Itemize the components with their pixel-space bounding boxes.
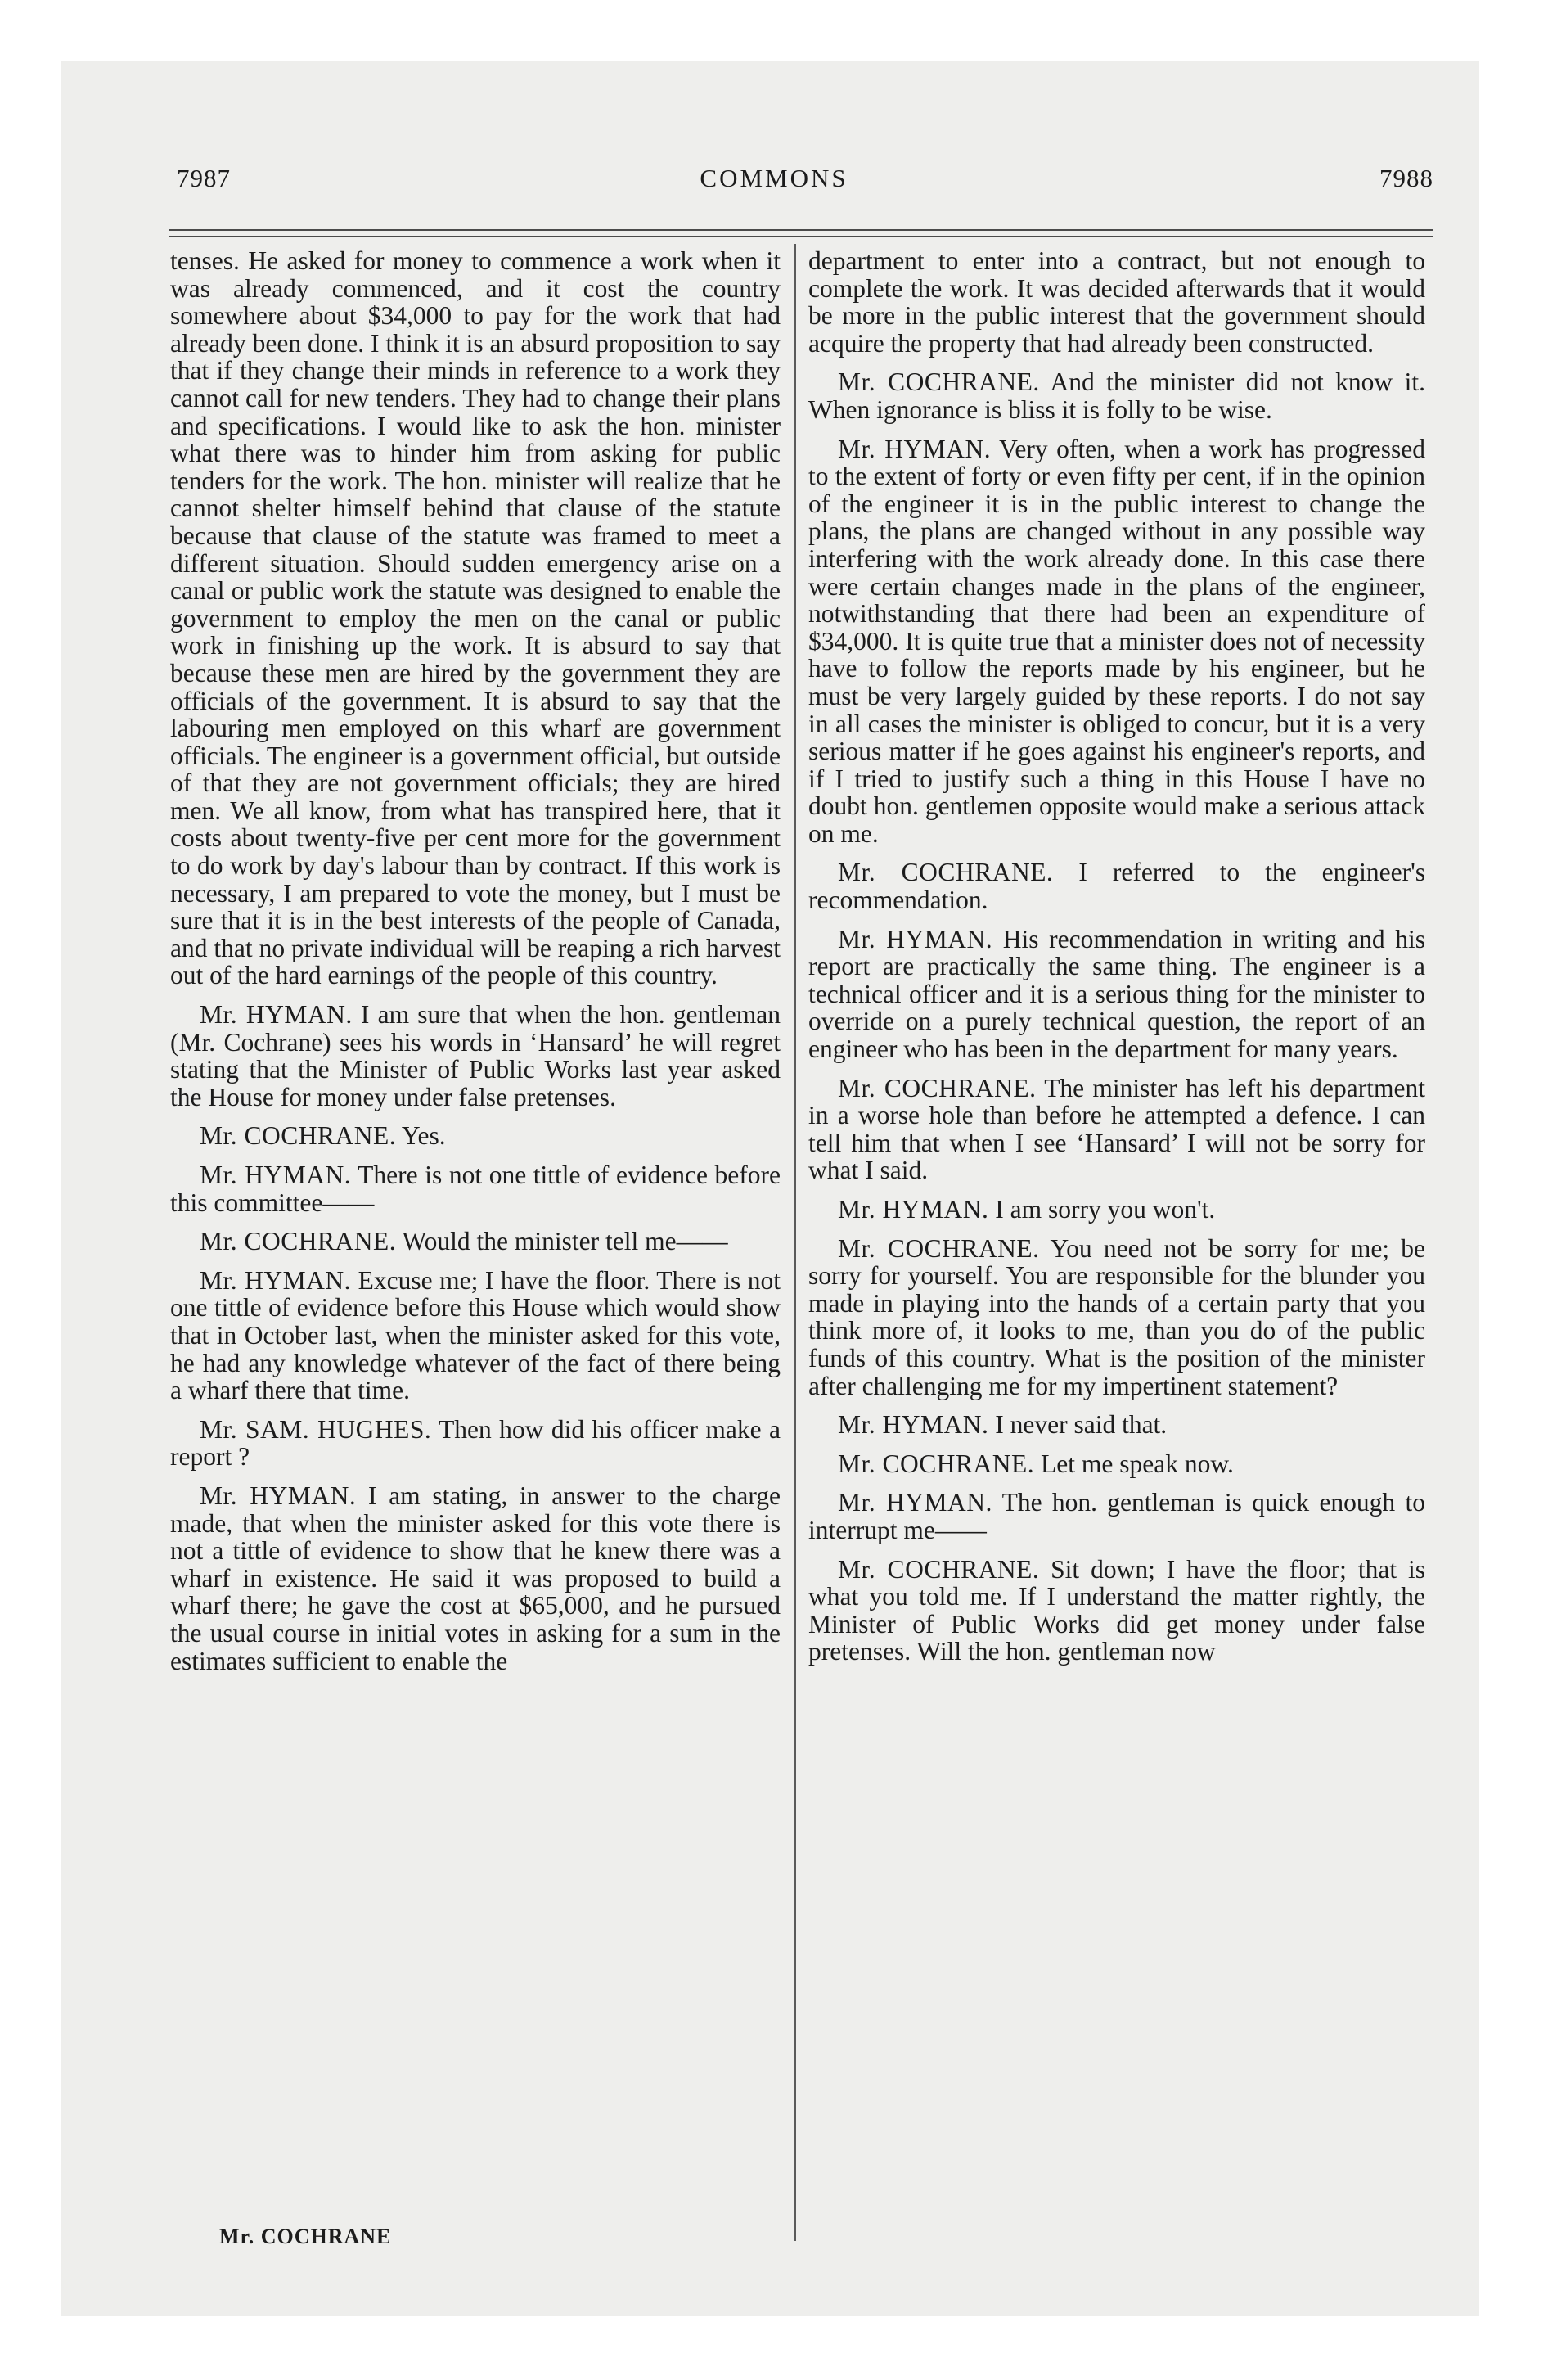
- speech-text: And the minister did not know it. When ignorance is bliss it is folly to be wise.: [808, 367, 1425, 424]
- speech-text: Excuse me; I have the floor. There is not one tittle of evidence before this House which would show that in October last, when the minister asked for this vote, he had any knowledge whatever of the fact of there being a wharf there that time.: [170, 1265, 781, 1405]
- speaker-name: Mr. COCHRANE.: [838, 367, 1040, 397]
- page-number-right: 7988: [1379, 164, 1433, 192]
- speech-text: The hon. gentleman is quick enough to interrupt me——: [808, 1488, 1425, 1544]
- speech-text: The minister has left his department in a worse hole than before he attempted a defence. I can tell him that when I see ‘Hansard’ I will not be sorry for what I said.: [808, 1073, 1425, 1185]
- catchword: Mr. COCHRANE: [219, 2224, 392, 2248]
- speaker-name: Mr. HYMAN.: [838, 434, 992, 463]
- paragraph: [808, 926, 1425, 1063]
- paragraph: [808, 859, 1425, 913]
- paragraph: [170, 1001, 781, 1111]
- header-rule-double: [169, 236, 1433, 237]
- paragraph: [808, 435, 1425, 848]
- speech-text: His recommendation in writing and his report are practically the same thing. The engineer is a technical officer and it is a serious thing for the minister to override on a purely technical question, the report of an engineer who has been in the department for many years.: [808, 924, 1425, 1064]
- paragraph: [808, 1556, 1425, 1666]
- right-column: [808, 247, 1425, 2220]
- speech-text: I am sure that when the hon. gentleman (Mr. Cochrane) sees his words in ‘Hansard’ he will regret stating that the Minister of Public Works last year asked the House for money under false pretenses.: [170, 1000, 781, 1111]
- page-header: [115, 156, 1433, 196]
- paragraph: [170, 1228, 781, 1255]
- paragraph: [808, 1235, 1425, 1400]
- paragraph: [170, 1416, 781, 1471]
- speech-text: tenses. He asked for money to commence a work when it was already commenced, and it cost the country somewhere about $34,000 to pay for the work that had already been done. I think it is an absurd proposition to say that if they change their minds in reference to a work they cannot call for new tenders. They had to change their plans and specifications. I would like to ask the hon. minister what there was to hinder him from asking for public tenders for the work. The hon. minister will realize that he cannot shelter himself behind that clause of the statute because that clause of the statute was framed to meet a different situation. Should sudden emergency arise on a canal or public work the statute was designed to enable the government to employ the men on the canal or public work in finishing up the work. It is absurd to say that because these men are hired by the government they are officials of the government. It is absurd to say that the labouring men employed on this wharf are government officials. The engineer is a government official, but outside of that they are not government officials; they are hired men. We all know, from what has transpired here, that it costs about twenty-five per cent more for the government to do work by day's labour than by contract. If this work is necessary, I am prepared to vote the money, but I must be sure that it is in the best interests of the people of Canada, and that no private individual will be reaping a rich harvest out of the hard earnings of the people of this country.: [170, 247, 781, 990]
- header-rule: [169, 229, 1433, 231]
- speaker-name: Mr. COCHRANE.: [838, 1449, 1035, 1478]
- speaker-name: Mr. HYMAN.: [838, 924, 993, 953]
- speaker-name: Mr. COCHRANE.: [838, 1233, 1040, 1263]
- speaker-name: Mr. HYMAN.: [200, 1000, 353, 1030]
- speaker-name: Mr. HYMAN.: [838, 1195, 989, 1224]
- paragraph: [170, 1482, 781, 1675]
- paragraph: [808, 368, 1425, 423]
- paragraph: [170, 247, 781, 989]
- paragraph: [808, 1411, 1425, 1439]
- page-number-left: 7987: [177, 164, 231, 192]
- paragraph: [808, 247, 1425, 357]
- speech-text: I am sorry you won't.: [995, 1195, 1216, 1224]
- speaker-name: Mr. COCHRANE.: [838, 858, 1054, 887]
- speech-text: department to enter into a contract, but not enough to complete the work. It was decided afterwards that it would be more in the public interest that the government should acquire the property that had already been constructed.: [808, 247, 1425, 358]
- speech-text: Let me speak now.: [1041, 1449, 1234, 1478]
- speech-text: Yes.: [401, 1121, 446, 1151]
- speech-text: I am stating, in answer to the charge made, that when the minister asked for this vote there is not a tittle of evidence to show that he knew there was a wharf in existence. He said it was proposed to build a wharf there; he gave the cost at $65,000, and he pursued the usual course in initial votes in asking for a sum in the estimates sufficient to enable the: [170, 1481, 781, 1675]
- speech-text: There is not one tittle of evidence before this committee——: [170, 1161, 781, 1217]
- speech-text: Would the minister tell me——: [402, 1227, 728, 1256]
- column-divider: [794, 244, 796, 2241]
- speaker-name: Mr. HYMAN.: [838, 1488, 992, 1517]
- speaker-name: Mr. HYMAN.: [200, 1481, 357, 1510]
- left-column: [170, 247, 781, 2220]
- running-head: COMMONS: [700, 164, 848, 192]
- speaker-name: Mr. COCHRANE.: [200, 1121, 397, 1151]
- speaker-name: Mr. COCHRANE.: [838, 1073, 1037, 1102]
- speech-text: Sit down; I have the floor; that is what you told me. If I understand the matter rightly, the Minister of Public Works did get money under false pretenses. Will the hon. gentleman now: [808, 1554, 1425, 1666]
- paragraph: [808, 1075, 1425, 1184]
- paragraph: [170, 1267, 781, 1404]
- paragraph: [808, 1489, 1425, 1544]
- speaker-name: Mr. HYMAN.: [200, 1161, 352, 1189]
- speaker-name: Mr. COCHRANE.: [200, 1227, 397, 1256]
- paragraph: [170, 1122, 781, 1150]
- paragraph: [808, 1450, 1425, 1478]
- paragraph: [808, 1196, 1425, 1224]
- speaker-name: Mr. HYMAN.: [200, 1265, 352, 1295]
- speech-text: Very often, when a work has progressed to the extent of forty or even fifty per cent, if in the opinion of the engineer it is in the public interest to change the plans, the plans are changed without in any possible way interfering with the work already done. In this case there were certain changes made in the plans of the engineer, notwithstanding that there had been an expenditure of $34,000. It is quite true that a minister does not of necessity have to follow the reports made by his engineer, but he must be very largely guided by these reports. I do not say in all cases the minister is obliged to concur, but it is a very serious matter if he goes against his engineer's reports, and if I tried to justify such a thing in this House I have no doubt hon. gentlemen opposite would make a serious attack on me.: [808, 434, 1425, 848]
- paragraph: [170, 1161, 781, 1216]
- speech-text: Then how did his officer make a report ?: [170, 1414, 781, 1472]
- speech-text: You need not be sorry for me; be sorry for yourself. You are responsible for the blunder you made in playing into the hands of a certain party that you think more of, it looks to me, than you do of the public funds of this country. What is the position of the minister after challenging me for my impertinent statement?: [808, 1233, 1425, 1400]
- speech-text: I never said that.: [995, 1410, 1168, 1440]
- speech-text: I referred to the engineer's recommendation.: [808, 858, 1425, 915]
- speaker-name: Mr. HYMAN.: [838, 1410, 989, 1440]
- speaker-name: Mr. SAM. HUGHES.: [200, 1414, 432, 1444]
- speaker-name: Mr. COCHRANE.: [838, 1554, 1040, 1584]
